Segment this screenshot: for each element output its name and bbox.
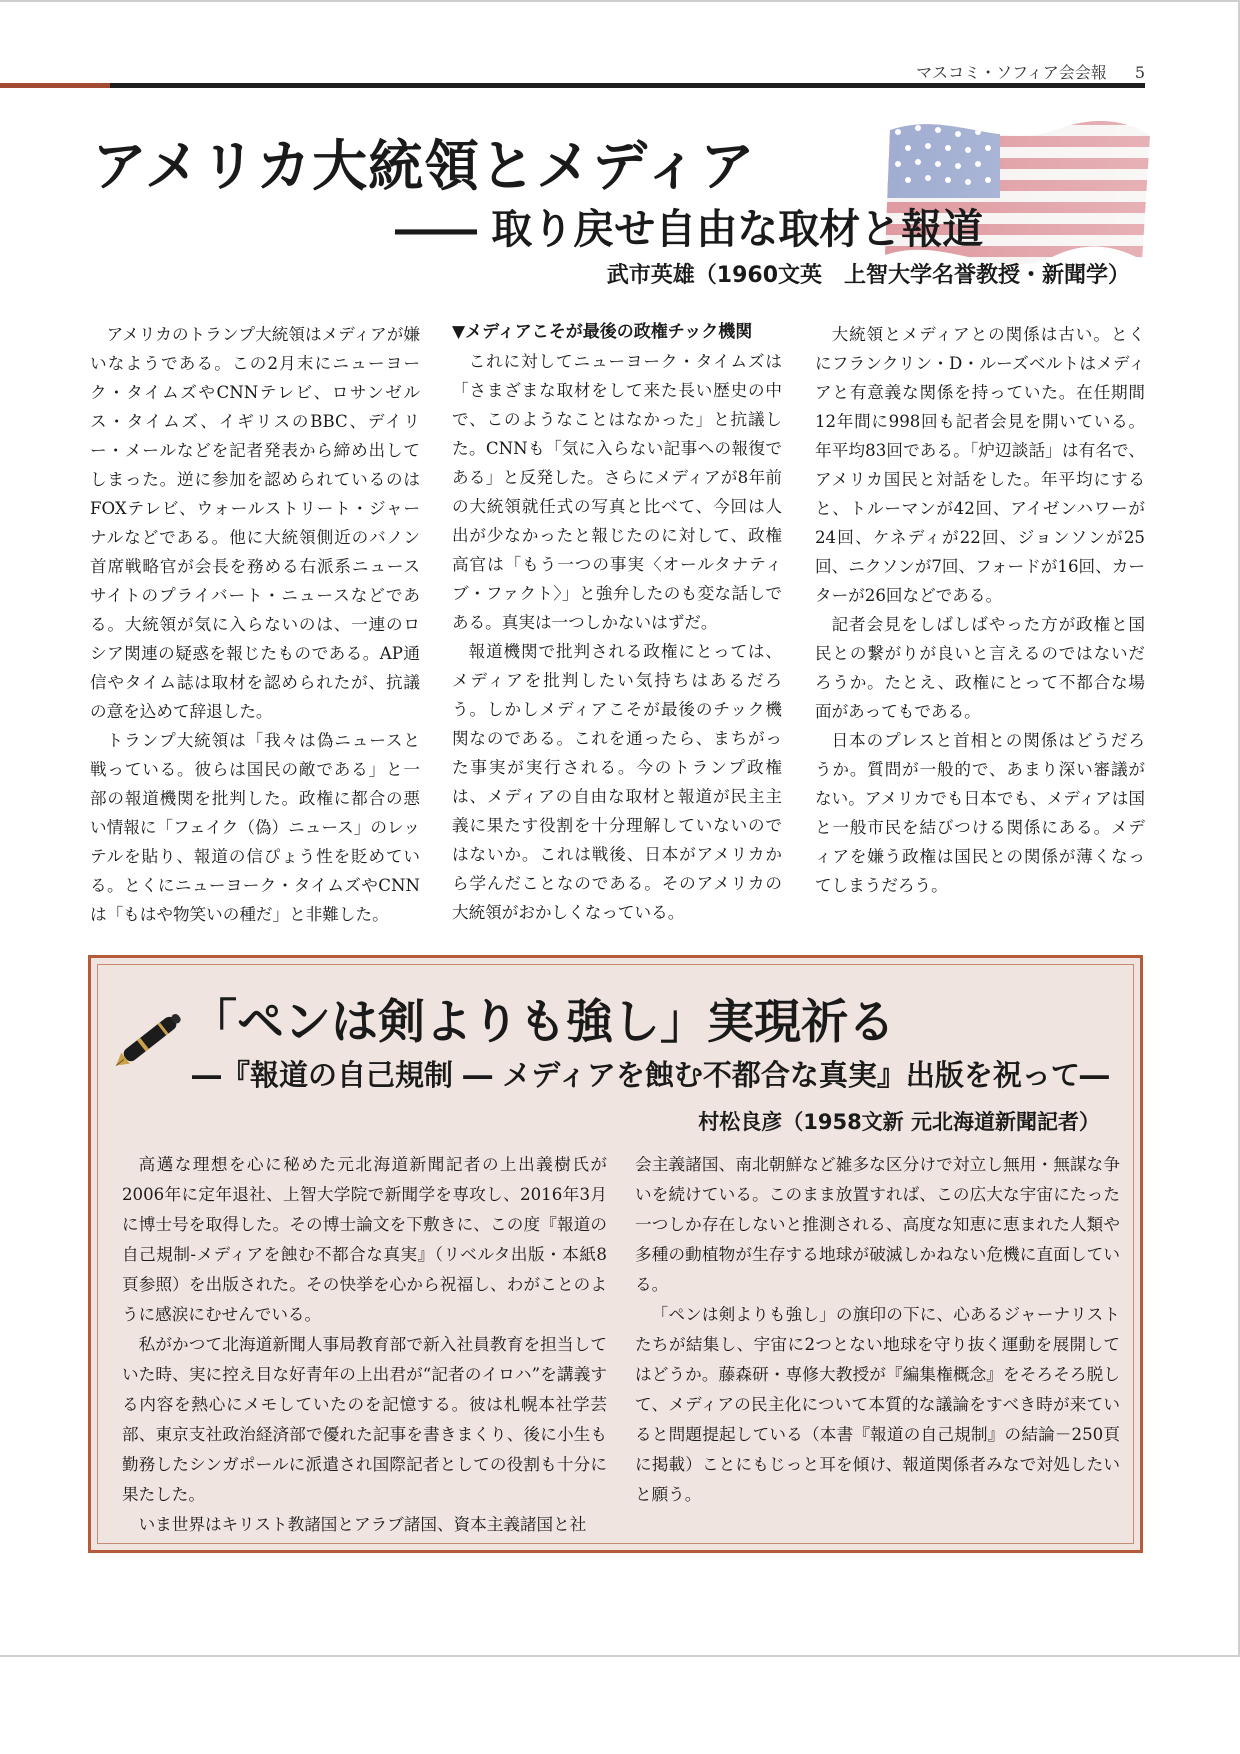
page-number: 5 bbox=[1134, 63, 1145, 82]
sidebar-column-1 bbox=[122, 1150, 607, 1540]
article-paragraph: 報道機関で批判される政権にとっては、メディアを批判したい気持ちはあるだろう。しかしメディアこそが最後のチック機関なのである。これを通ったら、まちがった事実が実行される。今のトランプ政権は、メディアの自由な取材と報道が民主主義に果たす役割を十分理解していないのではないか。これは戦後、日本がアメリカから学んだことなのである。そのアメリカの大統領がおかしくなっている。 bbox=[452, 642, 782, 922]
running-head-title: マスコミ・ソフィア会会報 bbox=[916, 63, 1107, 82]
article-column-1 bbox=[90, 320, 420, 929]
article-subtitle: ―― 取り戻せ自由な取材と報道 bbox=[395, 205, 984, 253]
article-paragraph: アメリカのトランプ大統領はメディアが嫌いなようである。この2月末にニューヨーク・タイムズやCNNテレビ、ロサンゼルス・タイムズ、イギリスのBBC、デイリー・メールなどを記者発表から締め出してしまった。逆に参加を認められているのはFOXテレビ、ウォールストリート・ジャーナルなどである。他に大統領側近のバノン首席戦略官が会長を務める右派系ニュースサイトのプライバート・ニュースなどである。大統領が気に入らないのは、一連のロシア関連の疑惑を報じたものである。AP通信やタイム誌は取材を認められたが、抗議の意を込めて辞退した。 bbox=[90, 325, 420, 721]
header-rule bbox=[110, 83, 1145, 88]
article-paragraph: 記者会見をしばしばやった方が政権と国民との繋がりが良いと言えるのではないだろうか。たとえ、政権にとって不都合な場面があってもである。 bbox=[815, 615, 1145, 721]
header-rule-accent bbox=[0, 83, 110, 88]
article-title: アメリカ大統領とメディア bbox=[92, 133, 756, 198]
sidebar-paragraph: 私がかつて北海道新聞人事局教育部で新入社員教育を担当していた時、実に控え目な好青年の上出君が“記者のイロハ”を講義する内容を熱心にメモしていたのを記憶する。彼は札幌本社学芸部、東京支社政治経済部で優れた記事を書きまくり、後に小生も勤務したシンガポールに派遣され国際記者としての役割も十分に果たした。 bbox=[122, 1335, 607, 1504]
sidebar-paragraph: 「ペンは剣よりも強し」の旗印の下に、心あるジャーナリストたちが結集し、宇宙に2つとない地球を守り抜く運動を展開してはどうか。藤森研・専修大教授が『編集権概念』をそろそろ脱して、メディアの民主化について本質的な議論をすべき時が来ていると問題提起している（本書『報道の自己規制』の結論－250頁に掲載）ことにもじっと耳を傾け、報道関係者みなで対処したいと願う。 bbox=[635, 1305, 1120, 1504]
article-paragraph: 大統領とメディアとの関係は古い。とくにフランクリン・D・ルーズベルトはメディアと有意義な関係を持っていた。在任期間12年間に998回も記者会見を開いている。年平均83回である。「炉辺談話」は有名で、アメリカ国民と対話をした。年平均にすると、トルーマンが42回、アイゼンハワーが24回、ケネディが22回、ジョンソンが25回、ニクソンが7回、フォードが16回、カーターが26回などである。 bbox=[815, 325, 1145, 605]
sidebar-subtitle: ―『報道の自己規制 ― メディアを蝕む不都合な真実』出版を祝って― bbox=[192, 1058, 1109, 1092]
sidebar-title: 「ペンは剣よりも強し」実現祈る bbox=[190, 995, 895, 1050]
sidebar-byline: 村松良彦（1958文新 元北海道新聞記者） bbox=[698, 1110, 1100, 1134]
fountain-pen-icon bbox=[105, 998, 200, 1078]
article-paragraph: 日本のプレスと首相との関係はどうだろうか。質問が一般的で、あまり深い審議がない。アメリカでも日本でも、メディアは国と一般市民を結びつける関係にある。メディアを嫌う政権は国民との関係が薄くなってしまうだろう。 bbox=[815, 731, 1145, 895]
article-column-2 bbox=[452, 318, 782, 927]
section-heading: ▼メディアこそが最後の政権チック機関 bbox=[452, 322, 753, 342]
sidebar-paragraph: 高邁な理想を心に秘めた元北海道新聞記者の上出義樹氏が2006年に定年退社、上智大学院で新聞学を専攻し、2016年3月に博士号を取得した。その博士論文を下敷きに、この度『報道の自己規制-メディアを蝕む不都合な真実』（リベルタ出版・本紙8頁参照）を出版された。その快挙を心から祝福し、わがことのように感涙にむせんでいる。 bbox=[122, 1155, 608, 1324]
sidebar-paragraph: 会主義諸国、南北朝鮮など雑多な区分けで対立し無用・無謀な争いを続けている。このまま放置すれば、この広大な宇宙にたった一つしか存在しないと推測される、高度な知恵に恵まれた人類や多種の動植物が生存する地球が破滅しかねない危機に直面している。 bbox=[635, 1155, 1120, 1294]
sidebar-paragraph: いま世界はキリスト教諸国とアラブ諸国、資本主義諸国と社 bbox=[138, 1515, 587, 1534]
page-edge-top bbox=[0, 0, 1240, 2]
page-edge-bottom bbox=[0, 1655, 1240, 1657]
article-paragraph: これに対してニューヨーク・タイムズは「さまざまな取材をして来た長い歴史の中で、このようなことはなかった」と抗議した。CNNも「気に入らない記事への報復である」と反発した。さらにメディアが8年前の大統領就任式の写真と比べて、今回は人出が少なかったと報じたのに対して、政権高官は「もう一つの事実〈オールタナティブ・ファクト〉」と強弁したのも変な話しである。真実は一つしかないはずだ。 bbox=[452, 352, 782, 632]
article-paragraph: トランプ大統領は「我々は偽ニュースと戦っている。彼らは国民の敵である」と一部の報道機関を批判した。政権に都合の悪い情報に「フェイク（偽）ニュース」のレッテルを貼り、報道の信ぴょう性を貶めている。とくにニューヨーク・タイムズやCNNは「もはや物笑いの種だ」と非難した。 bbox=[90, 731, 420, 924]
running-head bbox=[916, 60, 1145, 83]
article-byline: 武市英雄（1960文英 上智大学名誉教授・新聞学） bbox=[606, 263, 1130, 288]
sidebar-column-2 bbox=[635, 1150, 1120, 1510]
article-column-3 bbox=[815, 320, 1145, 900]
